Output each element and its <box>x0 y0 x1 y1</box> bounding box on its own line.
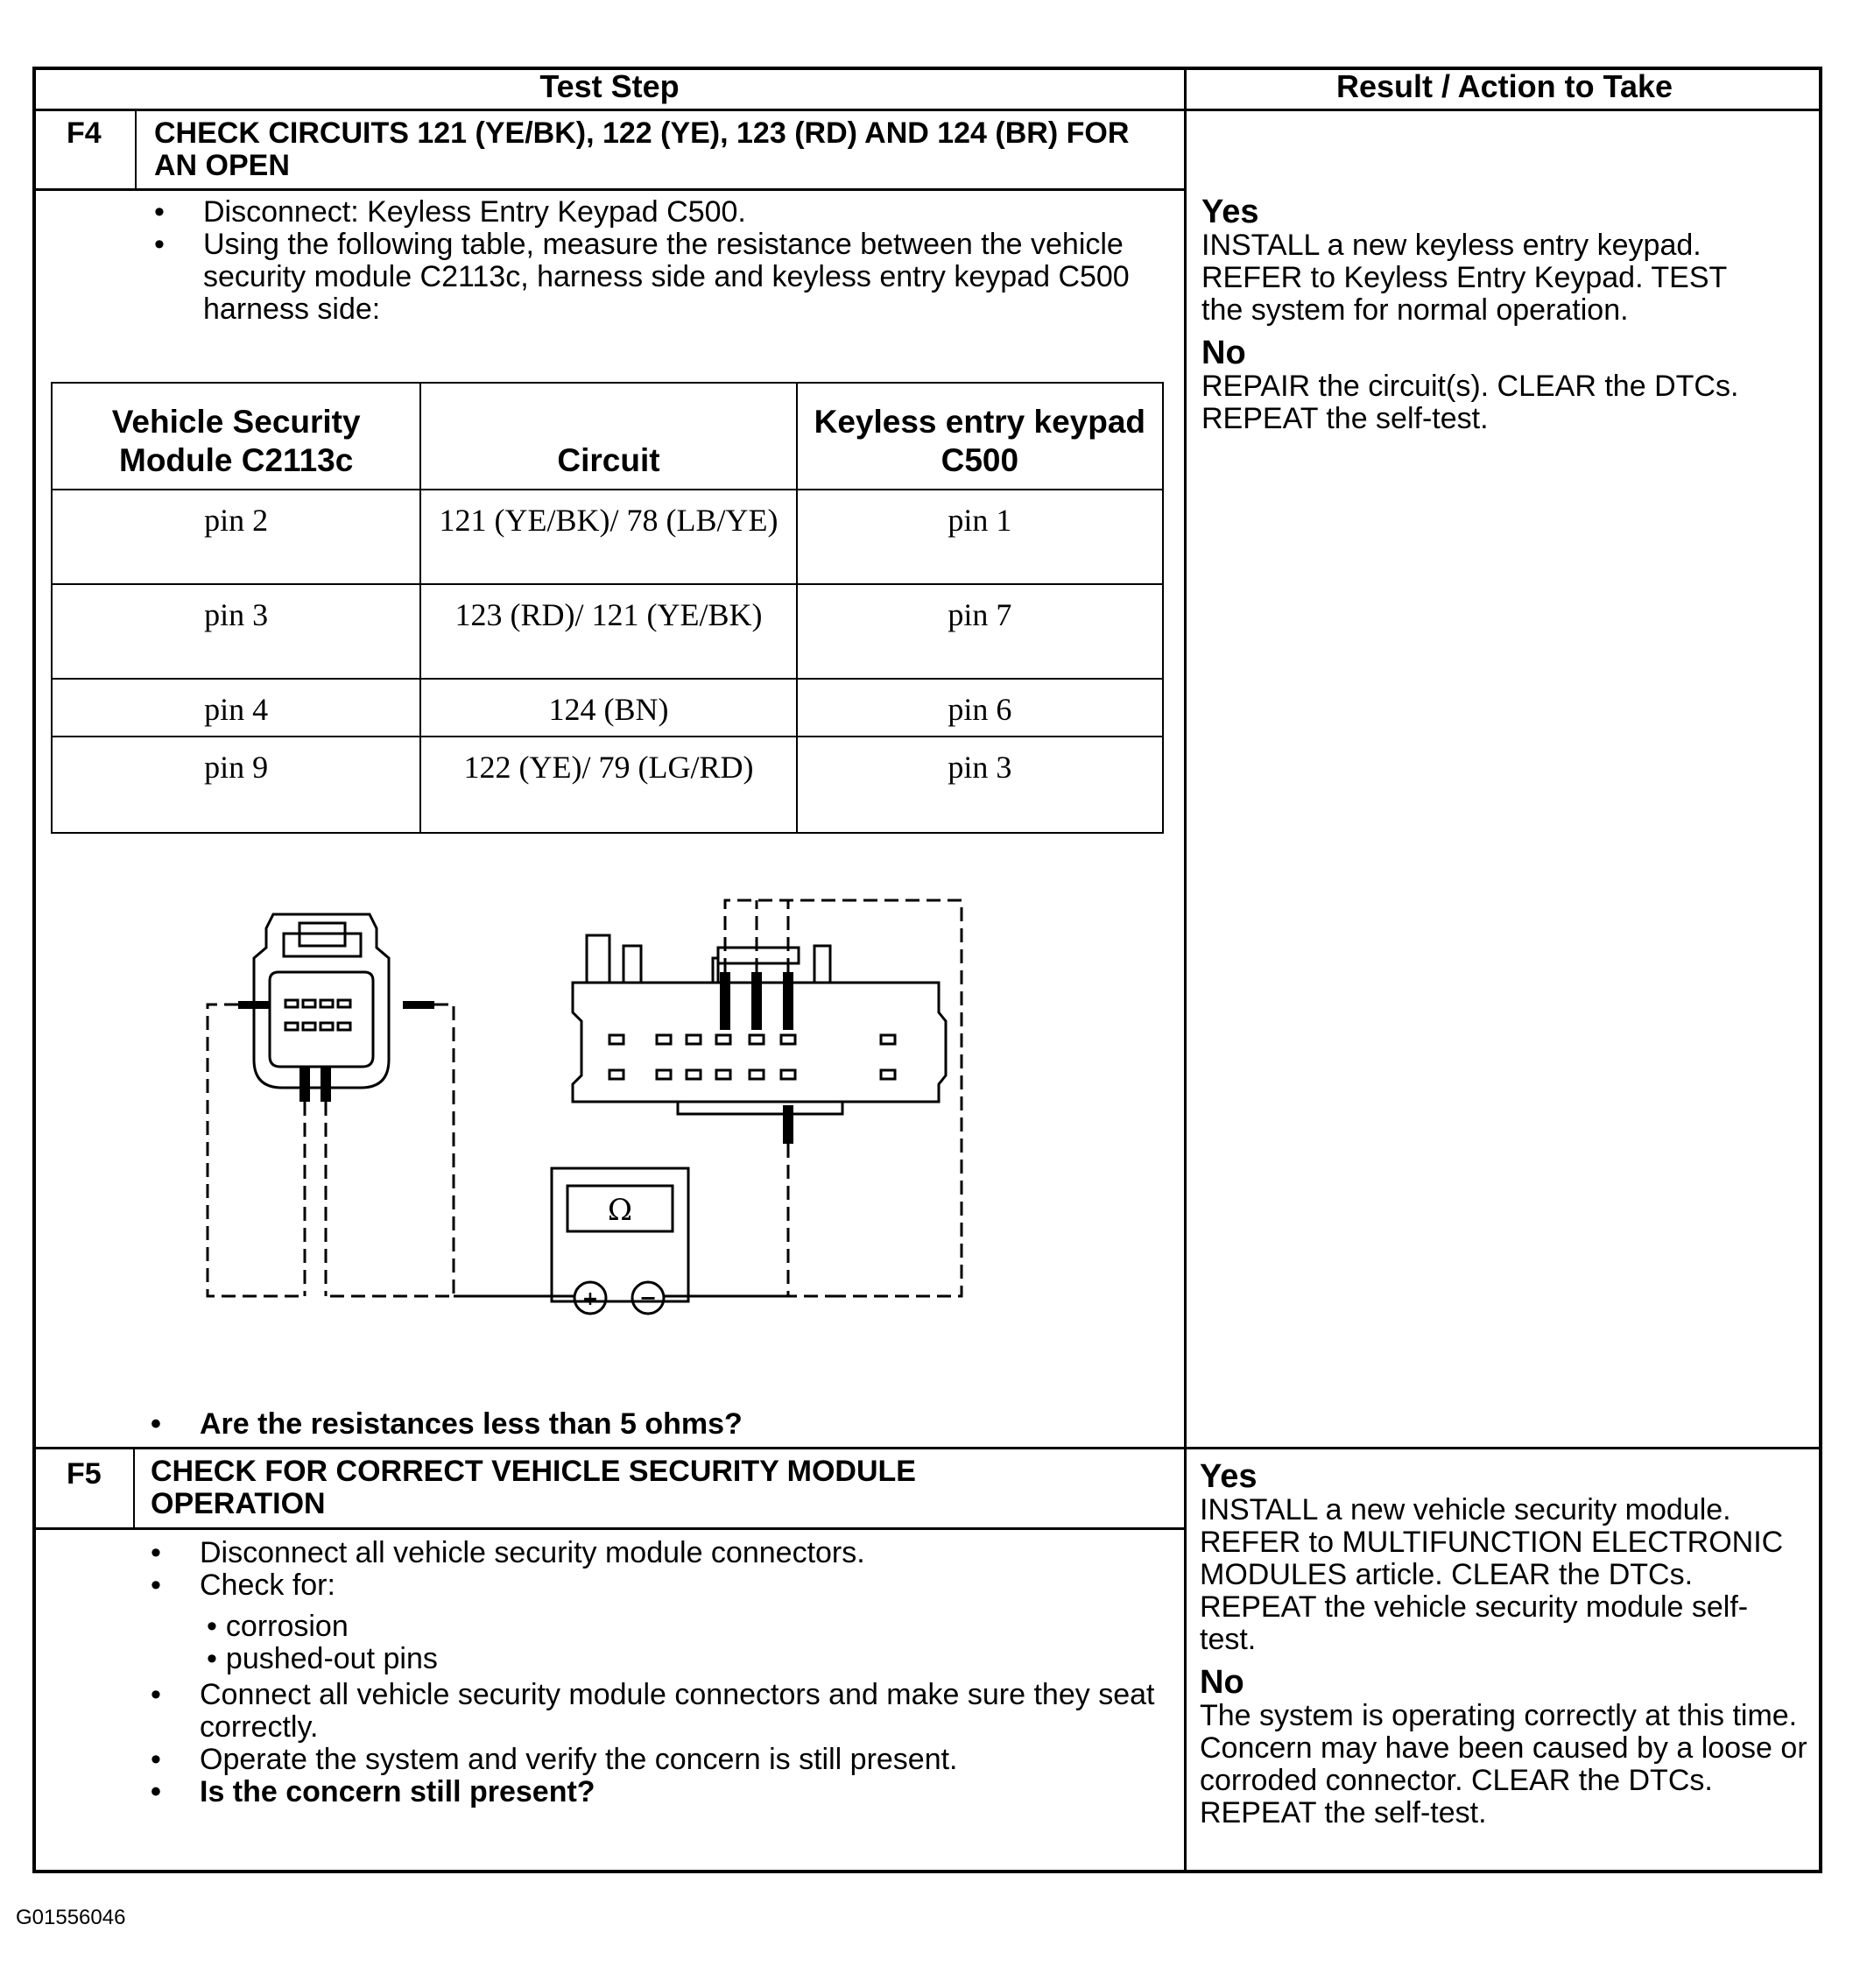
meter-minus-terminal: − <box>638 1286 658 1310</box>
keypad-pin-cell: pin 1 <box>797 490 1163 584</box>
f5-check-label: Check for: <box>200 1569 335 1602</box>
keypad-test-leads <box>725 900 962 1296</box>
f5-bullet-disconnect: • Disconnect all vehicle security module connectors. <box>200 1537 1198 1569</box>
f4-step-title: CHECK CIRCUITS 121 (YE/BK), 122 (YE), 123 (RD) AND 124 (BR) FOR AN OPEN <box>154 116 1130 182</box>
f5-yes-label: Yes <box>1200 1458 1258 1495</box>
f5-instructions <box>145 1537 1198 1808</box>
module-pin-cell: pin 9 <box>52 737 420 833</box>
security-module-connector <box>254 914 389 1088</box>
f5-check-list <box>200 1611 1198 1675</box>
f4-instructions <box>149 196 1201 326</box>
module-test-leads <box>208 1005 454 1296</box>
module-pin-cell: pin 4 <box>52 679 420 737</box>
module-pin-cell: pin 2 <box>52 490 420 584</box>
f4-no-label: No <box>1201 335 1246 371</box>
f5-id-divider <box>133 1449 135 1529</box>
f5-step-title: CHECK FOR CORRECT VEHICLE SECURITY MODULE OPERATION <box>151 1455 916 1520</box>
f4-result <box>1201 194 1806 435</box>
keypad-pin-cell: pin 7 <box>797 584 1163 679</box>
module-pin-cell: pin 3 <box>52 584 420 679</box>
f4-question: • Are the resistances less than 5 ohms? <box>200 1408 1198 1441</box>
f4-id-divider <box>135 109 137 189</box>
f4-yes-action: INSTALL a new keyless entry keypad. REFER to Keyless Entry Keypad. TEST the system for normal operation. <box>1201 229 1727 327</box>
f5-check-corrosion: • corrosion <box>207 1611 1198 1643</box>
circuit-cell: 122 (YE)/ 79 (LG/RD) <box>420 737 796 833</box>
pin-measurement-table <box>51 382 1164 834</box>
ohm-symbol: Ω <box>607 1193 633 1228</box>
circuit-cell: 124 (BN) <box>420 679 796 737</box>
keypad-probes <box>720 972 793 1144</box>
f4-question-list <box>145 1408 1198 1441</box>
col-header-keypad: Keyless entry keypad C500 <box>797 383 1163 490</box>
f4-no-action: REPAIR the circuit(s). CLEAR the DTCs. REPEAT the self-test. <box>1201 370 1739 435</box>
f5-result <box>1200 1459 1818 1829</box>
f4-title-underline <box>32 188 1186 191</box>
meter-plus-terminal: + <box>581 1288 599 1310</box>
f4-bullet-measure: • Using the following table, measure the resistance between the vehicle security module C2113c, harness side and keyless entry keypad C500 harness side: <box>203 229 1201 326</box>
f5-no-action: The system is operating correctly at this time. Concern may have been caused by a loose or corroded connector. CLEAR the DTCs. REPEAT the self-test. <box>1200 1699 1807 1829</box>
f5-title-underline <box>32 1527 1186 1530</box>
keypad-pin-cell: pin 6 <box>797 679 1163 737</box>
f5-step-id: F5 <box>67 1457 102 1491</box>
figure-id: G01556046 <box>16 1906 126 1929</box>
table-row <box>52 679 1163 737</box>
header-divider <box>32 109 1822 111</box>
wiring-diagram <box>175 885 981 1357</box>
test-step-header: Test Step <box>539 68 680 104</box>
table-row <box>52 584 1163 679</box>
col-header-module: Vehicle Security Module C2113c <box>52 383 420 490</box>
table-row <box>52 490 1163 584</box>
f5-check-pins: • pushed-out pins <box>207 1643 1198 1675</box>
f5-top-border <box>32 1447 1822 1449</box>
f4-bullet-disconnect: • Disconnect: Keyless Entry Keypad C500. <box>203 196 1201 229</box>
col-header-circuit: Circuit <box>420 383 796 490</box>
f5-bullet-operate: • Operate the system and verify the concern is still present. <box>200 1744 1198 1776</box>
f5-question: • Is the concern still present? <box>200 1776 1198 1808</box>
ohmmeter <box>454 1168 788 1314</box>
f4-yes-label: Yes <box>1201 194 1259 230</box>
f5-yes-action: INSTALL a new vehicle security module. REFER to MULTIFUNCTION ELECTRONIC MODULES article. CLEAR the DTCs. REPEAT the vehicle security module self-test. <box>1200 1493 1784 1656</box>
f5-bullet-check <box>200 1569 1198 1675</box>
keypad-pin-cell: pin 3 <box>797 737 1163 833</box>
f4-step-id: F4 <box>67 116 102 150</box>
f5-no-label: No <box>1200 1664 1244 1701</box>
circuit-cell: 123 (RD)/ 121 (YE/BK) <box>420 584 796 679</box>
circuit-cell: 121 (YE/BK)/ 78 (LB/YE) <box>420 490 796 584</box>
f5-bullet-connect: • Connect all vehicle security module connectors and make sure they seat correctly. <box>200 1679 1198 1744</box>
result-header: Result / Action to Take <box>1335 68 1673 104</box>
table-row <box>52 737 1163 833</box>
